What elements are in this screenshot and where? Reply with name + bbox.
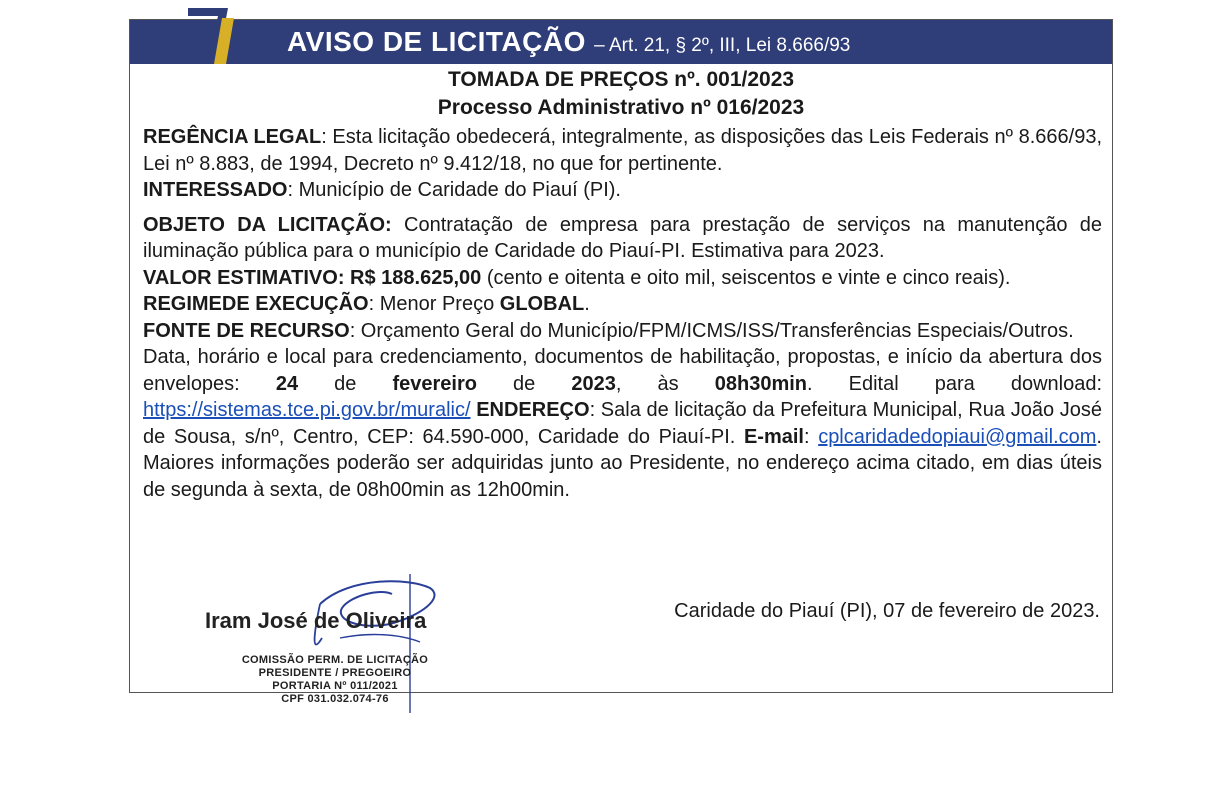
notice-body — [143, 124, 1102, 503]
place-date: Caridade do Piauí (PI), 07 de fevereiro de 2023. — [674, 600, 1100, 622]
regime-paragraph: REGIMEDE EXECUÇÃO: Menor Preço GLOBAL. — [143, 293, 590, 315]
tomada-title: TOMADA DE PREÇOS nº. 001/2023 — [447, 68, 795, 91]
objeto-paragraph: OBJETO DA LICITAÇÃO: Contratação de empresa para prestação de serviços na manutenção de iluminação pública para o município de Caridade do Piauí-PI. Estimativa para 2023. — [143, 213, 1103, 262]
header-title: AVISO DE LICITAÇÃO – Art. 21, § 2º, III, Lei 8.666/93 — [287, 26, 851, 57]
email-link[interactable]: cplcaridadedopiaui@gmail.com — [818, 425, 1097, 448]
regencia-paragraph: REGÊNCIA LEGAL: Esta licitação obedecerá, integralmente, as disposições das Leis Federais nº 8.666/93, Lei nº 8.883, de 1994, Decreto nº 9.412/18, no que for pertinente. — [143, 126, 1103, 175]
signer-name: Iram José de Oliveira — [205, 608, 427, 633]
valor-paragraph: VALOR ESTIMATIVO: R$ 188.625,00 (cento e oitenta e oito mil, seiscentos e vinte e cinco reais). — [143, 266, 1011, 289]
licitation-notice — [129, 19, 1113, 705]
header-logo-icon — [168, 4, 240, 68]
header-subtitle: – Art. 21, § 2º, III, Lei 8.666/93 — [594, 35, 851, 56]
edital-download-link[interactable]: https://sistemas.tce.pi.gov.br/muralic/ — [143, 399, 471, 421]
processo-title: Processo Administrativo nº 016/2023 — [437, 96, 805, 119]
interessado-paragraph: INTERESSADO: Município de Caridade do Piauí (PI). — [143, 179, 621, 201]
header-band — [130, 20, 1112, 64]
signature-block — [190, 568, 490, 718]
data-paragraph: Data, horário e local para credenciamento, documentos de habilitação, propostas, e início da abertura dos envelopes: 24 de fevereiro de 2023, às 08h30min. Edital para download: https://sistemas.tce.pi.gov.br/muralic/ ENDEREÇO: Sala de licitação da Prefeitura Municipal, Rua João José de Sousa, s/nº, Centro, CEP: 64.590-000, Caridade do Piauí-PI. E-mail: cplcaridadedopiaui@gmail.com. Maiores informações poderão ser adquiridas junto ao Presidente, no endereço acima citado, em dias úteis de segunda à sexta, de 08h00min as 12h00min. — [143, 346, 1103, 501]
signer-role-commission: COMISSÃO PERM. DE LICITAÇÃO — [241, 654, 429, 666]
signer-portaria: PORTARIA Nº 011/2021 — [272, 680, 398, 692]
fonte-paragraph: FONTE DE RECURSO: Orçamento Geral do Município/FPM/ICMS/ISS/Transferências Especiais/Outros. — [143, 319, 1074, 342]
signer-role-president: PRESIDENTE / PREGOEIRO — [258, 667, 412, 679]
signer-cpf: CPF 031.032.074-76 — [281, 693, 389, 705]
